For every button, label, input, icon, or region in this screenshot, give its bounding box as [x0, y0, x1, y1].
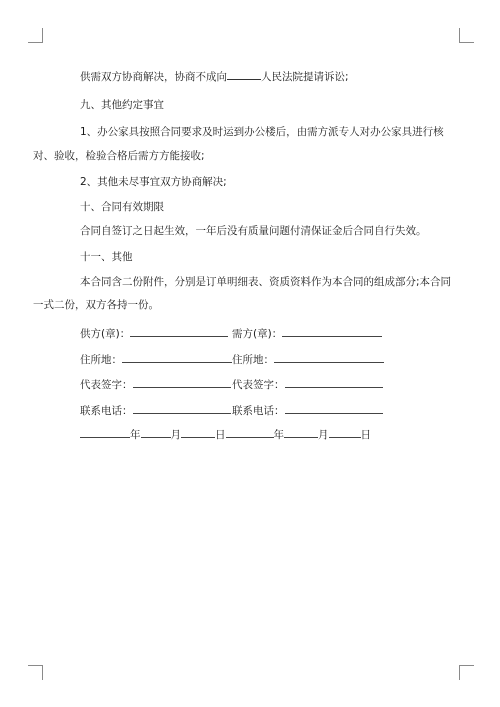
buyer-phone-field [232, 402, 383, 418]
dispute-text-end: 人民法院提请诉讼; [261, 71, 349, 83]
supplier-address-field [80, 351, 232, 367]
buyer-phone-label: 联系电话： [232, 405, 285, 417]
buyer-address-blank[interactable] [274, 351, 384, 363]
other-paragraph-line-1: 本合同含二份附件，分别是订单明细表、资质资料作为本合同的组成部分;本合同 [80, 276, 452, 288]
section-heading-11: 十一、其他 [80, 251, 133, 263]
item-1-line-1: 1、办公家具按照合同要求及时运到办公楼后，由需方派专人对办公家具进行核 [80, 126, 444, 138]
court-blank[interactable] [227, 69, 261, 80]
dispute-text-start: 供需双方协商解决，协商不成向 [80, 71, 227, 83]
buyer-address-field [232, 351, 384, 367]
crop-mark-bottom-left [28, 665, 43, 680]
supplier-day-blank[interactable] [181, 426, 215, 438]
section-heading-9: 九、其他约定事宜 [80, 99, 164, 111]
crop-mark-bottom-right [459, 665, 474, 680]
buyer-phone-blank[interactable] [285, 402, 383, 414]
buyer-seal-field [232, 325, 382, 341]
other-paragraph-line-2: 一式二份，双方各持一份。 [33, 299, 159, 311]
buyer-address-label: 住所地： [232, 354, 274, 366]
buyer-year-label: 年 [273, 429, 284, 441]
section-heading-10: 十、合同有效期限 [80, 201, 164, 213]
supplier-seal-label: 供方(章)： [80, 328, 131, 340]
date-line [80, 426, 371, 442]
buyer-seal-label: 需方(章)： [232, 328, 283, 340]
buyer-day-label: 日 [360, 429, 371, 441]
buyer-rep-field [232, 376, 383, 392]
crop-mark-top-right [459, 28, 474, 43]
supplier-phone-field [80, 402, 231, 418]
item-2: 2、其他未尽事宜双方协商解决; [80, 176, 227, 188]
supplier-rep-field [80, 376, 231, 392]
buyer-rep-label: 代表签字： [232, 379, 285, 391]
supplier-phone-label: 联系电话： [80, 405, 133, 417]
supplier-day-label: 日 [215, 429, 226, 441]
supplier-phone-blank[interactable] [133, 402, 231, 414]
buyer-rep-blank[interactable] [285, 376, 383, 388]
buyer-seal-blank[interactable] [282, 325, 382, 337]
supplier-address-blank[interactable] [122, 351, 232, 363]
supplier-rep-label: 代表签字： [80, 379, 133, 391]
buyer-month-label: 月 [318, 429, 329, 441]
crop-mark-top-left [28, 28, 43, 43]
buyer-month-blank[interactable] [284, 426, 318, 438]
supplier-year-blank[interactable] [80, 426, 130, 438]
buyer-year-blank[interactable] [226, 426, 274, 438]
supplier-year-label: 年 [130, 429, 141, 441]
item-1-line-2: 对、验收，检验合格后需方方能接收; [33, 150, 205, 162]
supplier-seal-blank[interactable] [130, 325, 228, 337]
supplier-month-blank[interactable] [141, 426, 171, 438]
buyer-day-blank[interactable] [329, 426, 361, 438]
supplier-address-label: 住所地： [80, 354, 122, 366]
supplier-rep-blank[interactable] [133, 376, 231, 388]
supplier-seal-field [80, 325, 228, 341]
validity-paragraph: 合同自签订之日起生效，一年后没有质量问题付清保证金后合同自行失效。 [80, 225, 427, 237]
supplier-month-label: 月 [170, 429, 181, 441]
paragraph-dispute [80, 69, 349, 84]
